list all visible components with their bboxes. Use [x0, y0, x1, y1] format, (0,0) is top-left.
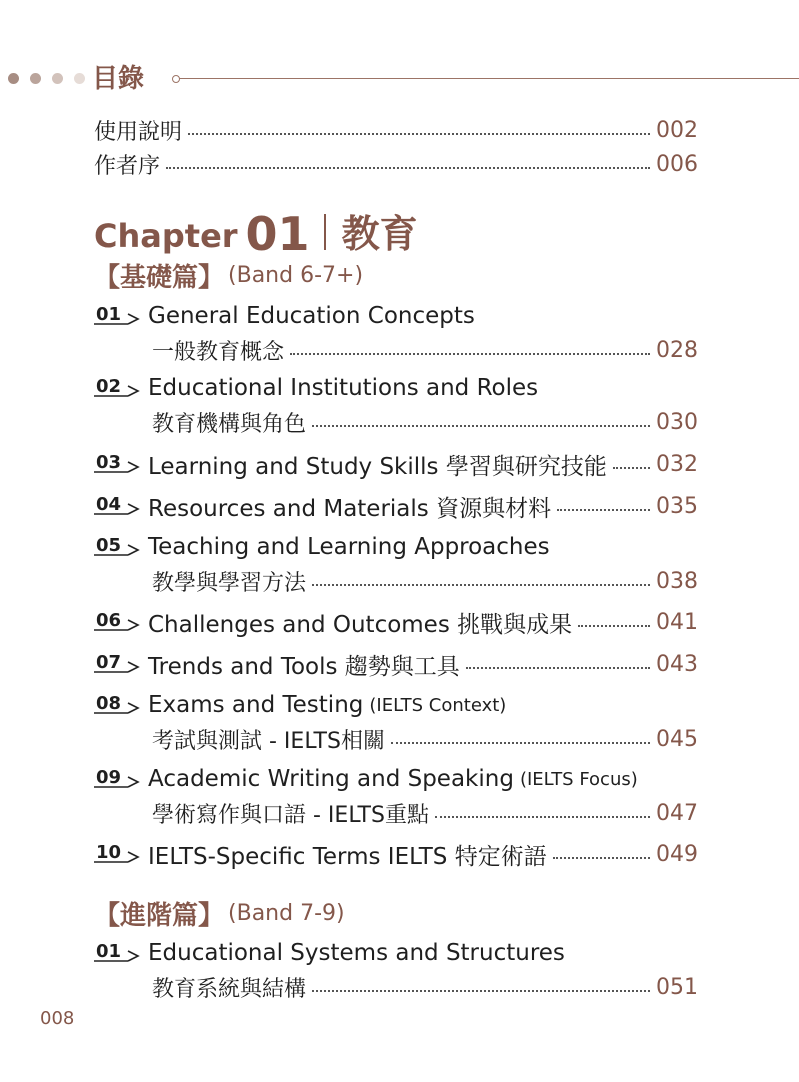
dot-leader — [578, 625, 650, 627]
header-rule-circle-icon — [172, 75, 180, 83]
item-number-badge — [94, 300, 148, 332]
item-subtitle: 一般教育概念 — [152, 339, 285, 365]
toc-item-08[interactable] — [94, 689, 698, 721]
decorative-dot-icon — [30, 73, 41, 84]
item-number-badge — [94, 531, 148, 563]
page-number: 045 — [656, 726, 698, 752]
toc-item-05-subtitle[interactable] — [152, 565, 698, 597]
toc-item-01[interactable] — [94, 300, 698, 332]
chapter-number: 01 — [245, 207, 310, 261]
chapter-title: 教育 — [341, 212, 418, 256]
toc-advanced-item-01-subtitle[interactable] — [152, 971, 698, 1003]
page-number: 028 — [656, 337, 698, 363]
toc-entry-usage[interactable] — [94, 114, 698, 146]
toc-item-04[interactable] — [94, 490, 698, 522]
page-number: 051 — [656, 974, 698, 1000]
decorative-dot-icon — [52, 73, 63, 84]
item-subtitle: 教學與學習方法 — [152, 570, 307, 596]
toc-item-08-subtitle[interactable] — [152, 723, 698, 755]
section-advanced-heading — [94, 896, 345, 930]
item-number: 05 — [96, 535, 122, 556]
item-number-badge — [94, 838, 148, 870]
item-title: Educational Institutions and Roles — [148, 375, 539, 401]
toc-entry-preface[interactable] — [94, 148, 698, 180]
page-number: 043 — [656, 651, 698, 677]
decorative-dot-icon — [8, 73, 19, 84]
item-number-badge — [94, 648, 148, 680]
item-number: 01 — [96, 941, 122, 962]
toc-header — [0, 60, 799, 100]
item-title: Trends and Tools 趨勢與工具 — [148, 653, 460, 680]
item-title: Challenges and Outcomes 挑戰與成果 — [148, 611, 573, 638]
page-number: 049 — [656, 841, 698, 867]
toc-title: 目錄 — [92, 64, 145, 94]
item-title: Teaching and Learning Approaches — [148, 534, 550, 560]
item-number-badge — [94, 372, 148, 404]
toc-item-10[interactable] — [94, 838, 698, 870]
toc-item-01-subtitle[interactable] — [152, 334, 698, 366]
item-context: (IELTS Context) — [369, 694, 507, 716]
item-title: General Education Concepts — [148, 303, 475, 329]
section-band: (Band 6-7+) — [228, 262, 364, 288]
toc-item-09-subtitle[interactable] — [152, 797, 698, 829]
dot-leader — [391, 742, 650, 744]
item-title: IELTS-Specific Terms IELTS 特定術語 — [148, 843, 547, 870]
chapter-label: Chapter — [94, 217, 238, 255]
dot-leader — [312, 425, 650, 427]
dot-leader — [290, 353, 650, 355]
item-title: Academic Writing and Speaking — [148, 766, 514, 792]
page-number: 006 — [656, 151, 698, 177]
toc-item-06[interactable] — [94, 606, 698, 638]
item-title: Exams and Testing — [148, 692, 364, 718]
dot-leader — [188, 133, 650, 135]
item-title: Resources and Materials 資源與材料 — [148, 495, 552, 522]
toc-item-07[interactable] — [94, 648, 698, 680]
toc-advanced-item-01[interactable] — [94, 937, 698, 969]
item-context: (IELTS Focus) — [519, 768, 638, 790]
toc-item-05[interactable] — [94, 531, 698, 563]
page-folio: 008 — [40, 1008, 75, 1029]
item-subtitle: 教育機構與角色 — [152, 411, 307, 437]
toc-item-09[interactable] — [94, 763, 698, 795]
decorative-dot-icon — [74, 73, 85, 84]
item-number: 10 — [96, 842, 122, 863]
item-number: 02 — [96, 376, 122, 397]
item-number-badge — [94, 490, 148, 522]
item-number: 07 — [96, 652, 122, 673]
dot-leader — [312, 584, 650, 586]
item-title: Learning and Study Skills 學習與研究技能 — [148, 453, 607, 480]
item-subtitle: 教育系統與結構 — [152, 976, 307, 1002]
entry-title: 作者序 — [94, 153, 161, 179]
dot-leader — [166, 167, 650, 169]
dot-leader — [435, 816, 650, 818]
dot-leader — [466, 667, 650, 669]
item-number: 06 — [96, 610, 122, 631]
page-number: 030 — [656, 409, 698, 435]
chapter-divider — [324, 214, 326, 250]
dot-leader — [613, 467, 650, 469]
toc-item-02-subtitle[interactable] — [152, 406, 698, 438]
dot-leader — [312, 990, 650, 992]
page-number: 032 — [656, 451, 698, 477]
item-number-badge — [94, 689, 148, 721]
section-band: (Band 7-9) — [228, 900, 345, 926]
page-number: 035 — [656, 493, 698, 519]
toc-item-03[interactable] — [94, 448, 698, 480]
section-label: 【進階篇】 — [94, 900, 225, 931]
section-basic-heading — [94, 258, 363, 292]
chapter-heading — [94, 200, 418, 260]
section-label: 【基礎篇】 — [94, 262, 225, 293]
page-number: 002 — [656, 117, 698, 143]
item-number: 09 — [96, 767, 122, 788]
item-number: 01 — [96, 304, 122, 325]
item-title: Educational Systems and Structures — [148, 940, 565, 966]
item-number-badge — [94, 937, 148, 969]
entry-title: 使用說明 — [94, 119, 183, 145]
toc-item-02[interactable] — [94, 372, 698, 404]
dot-leader — [553, 857, 650, 859]
item-number-badge — [94, 763, 148, 795]
item-number-badge — [94, 606, 148, 638]
page-number: 047 — [656, 800, 698, 826]
page-number: 038 — [656, 568, 698, 594]
item-number: 04 — [96, 494, 122, 515]
item-subtitle: 學術寫作與口語 - IELTS重點 — [152, 802, 429, 828]
header-rule — [176, 78, 799, 79]
item-number: 03 — [96, 452, 122, 473]
item-subtitle: 考試與測試 - IELTS相關 — [152, 728, 385, 754]
item-number: 08 — [96, 693, 122, 714]
item-number-badge — [94, 448, 148, 480]
dot-leader — [557, 509, 650, 511]
page-number: 041 — [656, 609, 698, 635]
